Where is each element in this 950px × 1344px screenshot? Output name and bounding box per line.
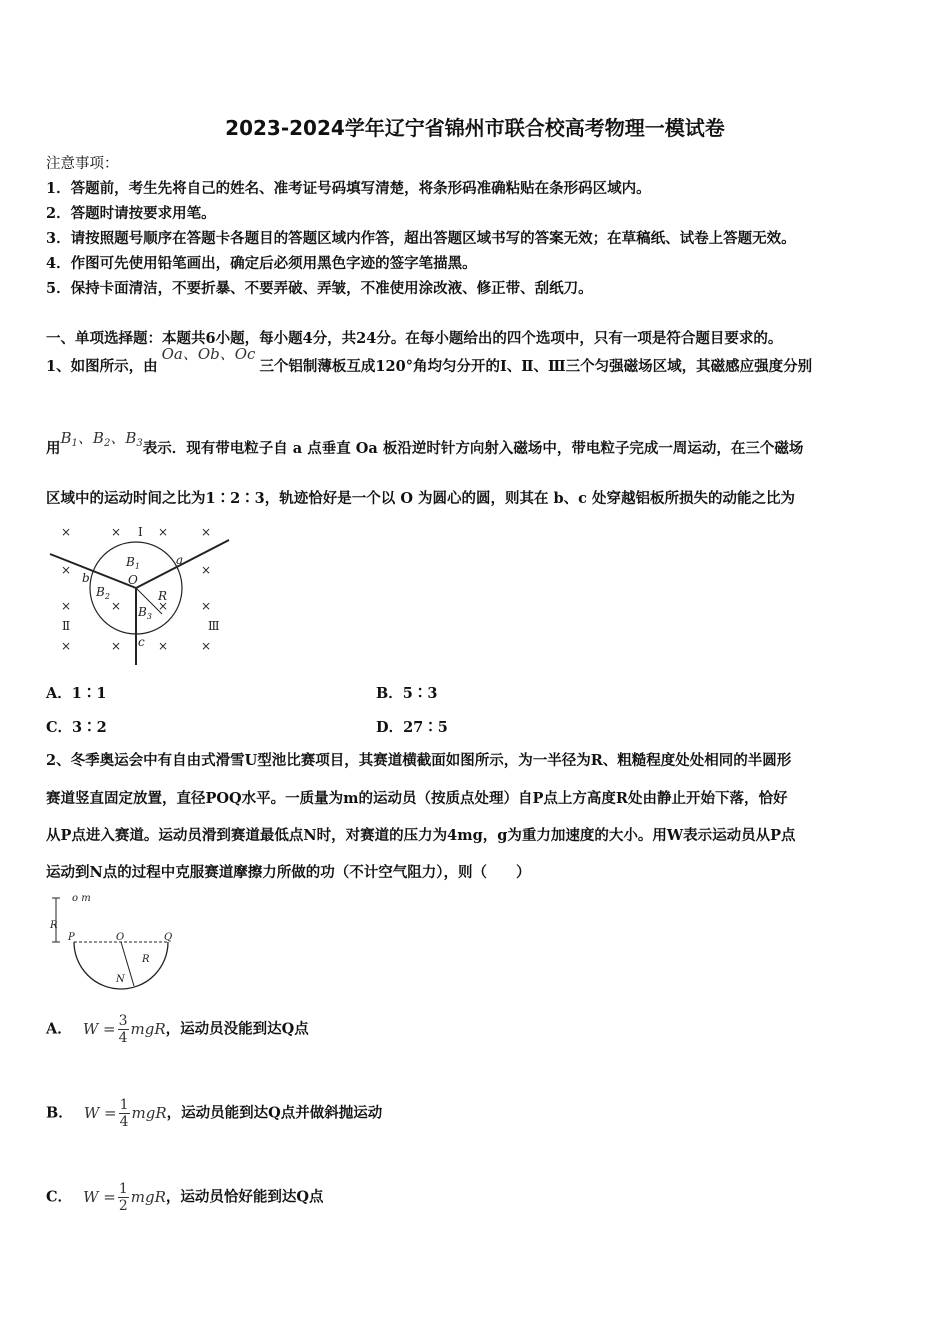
- label-radius-r: R: [142, 954, 150, 965]
- q2-halfpipe-figure: [46, 890, 186, 995]
- region-label-3: Ⅲ: [208, 619, 220, 633]
- q2-line: 从P点进入赛道。运动员滑到赛道最低点N时，对赛道的压力为4mg，g为重力加速度的大小。用W表示运动员从P点: [46, 827, 796, 844]
- label-height-r: R: [50, 920, 58, 931]
- q1-option-c: C．3∶2: [46, 719, 107, 736]
- q1-b-fields-math: $B_1$、$B_2$、$B_3$: [60, 429, 143, 449]
- field-cross: ×: [111, 639, 122, 653]
- q1-plates-math: Oa、Ob、Oc: [161, 345, 256, 363]
- field-cross: ×: [61, 599, 72, 613]
- label-o: O: [128, 573, 138, 587]
- notice-heading: 注意事项：: [46, 156, 119, 172]
- field-cross: ×: [158, 525, 169, 539]
- notice-item: 2．答题时请按要求用笔。: [46, 205, 216, 222]
- label-b2: $B_2$: [96, 585, 110, 601]
- notice-item: 5．保持卡面清洁，不要折暴、不要弄破、弄皱，不准使用涂改液、修正带、刮纸刀。: [46, 280, 593, 297]
- exam-title: 2023-2024学年辽宁省锦州市联合校高考物理一模试卷: [225, 116, 725, 140]
- field-cross: ×: [158, 639, 169, 653]
- label-b3: $B_3$: [138, 605, 152, 621]
- label-n: N: [116, 974, 125, 985]
- field-cross: ×: [111, 525, 122, 539]
- notice-item: 1．答题前，考生先将自己的姓名、准考证号码填写清楚，将条形码准确粘贴在条形码区域内。: [46, 180, 651, 197]
- q2-line: 赛道竖直固定放置，直径POQ水平。一质量为m的运动员（按质点处理）自P点上方高度R处由静止开始下落，恰好: [46, 790, 788, 807]
- label-c: c: [138, 635, 145, 649]
- q1-line-2: 用$B_1$、$B_2$、$B_3$表示．现有带电粒子自 a 点垂直 Oa 板沿逆时针方向射入磁场中，带电粒子完成一周运动，在三个磁场: [46, 429, 804, 457]
- field-cross: ×: [61, 563, 72, 577]
- region-label-2: Ⅱ: [62, 619, 71, 633]
- field-cross: ×: [111, 599, 122, 613]
- label-b1: $B_1$: [126, 555, 140, 571]
- region-label-1: Ⅰ: [138, 525, 143, 539]
- q1-option-d: D．27∶5: [376, 719, 448, 736]
- q1-line-1: 1、如图所示，由Oa、Ob、Oc三个铝制薄板互成120°角均匀分开的Ⅰ、Ⅱ、Ⅲ三个匀强磁场区域，其磁感应强度分别: [46, 345, 813, 375]
- q2-line: 运动到N点的过程中克服赛道摩擦力所做的功（不计空气阻力），则（ ）: [46, 864, 531, 881]
- q1-option-a: A．1∶1: [46, 685, 107, 702]
- field-cross: ×: [201, 599, 212, 613]
- field-cross: ×: [201, 563, 212, 577]
- q1-magnetic-field-figure: [46, 520, 246, 670]
- label-r: R: [158, 589, 168, 603]
- field-cross: ×: [61, 525, 72, 539]
- notice-item: 4．作图可先使用铅笔画出，确定后必须用黑色字迹的签字笔描黑。: [46, 255, 477, 272]
- field-cross: ×: [61, 639, 72, 653]
- label-mass: o m: [72, 893, 91, 904]
- label-q: Q: [164, 932, 173, 943]
- field-cross: ×: [158, 599, 169, 613]
- label-o: O: [116, 932, 125, 943]
- field-cross: ×: [201, 639, 212, 653]
- q2-option-a: A． W = $\frac{3}{4}$ mgR，运动员没能到达Q点: [46, 1013, 309, 1046]
- label-p: P: [68, 932, 75, 943]
- q2-option-b: B． W = $\frac{1}{4}$ mgR，运动员能到达Q点并做斜抛运动: [46, 1097, 383, 1130]
- q1-line-3: 区域中的运动时间之比为1∶2∶3，轨迹恰好是一个以 O 为圆心的圆，则其在 b、c 处穿越铝板所损失的动能之比为: [46, 490, 796, 507]
- notice-item: 3．请按照题号顺序在答题卡各题目的答题区域内作答，超出答题区域书写的答案无效；在草稿纸、试卷上答题无效。: [46, 230, 796, 247]
- q2-line: 2、冬季奥运会中有自由式滑雪U型池比赛项目，其赛道横截面如图所示，为一半径为R、粗糙程度处处相同的半圆形: [46, 752, 792, 769]
- q1-option-b: B．5∶3: [376, 685, 438, 702]
- field-cross: ×: [201, 525, 212, 539]
- label-b: b: [82, 571, 90, 585]
- label-a: a: [176, 553, 184, 567]
- section-header: 一、单项选择题：本题共6小题，每小题4分，共24分。在每小题给出的四个选项中，只有一项是符合题目要求的。: [46, 330, 783, 347]
- q2-option-c: C． W = $\frac{1}{2}$ mgR，运动员恰好能到达Q点: [46, 1181, 324, 1214]
